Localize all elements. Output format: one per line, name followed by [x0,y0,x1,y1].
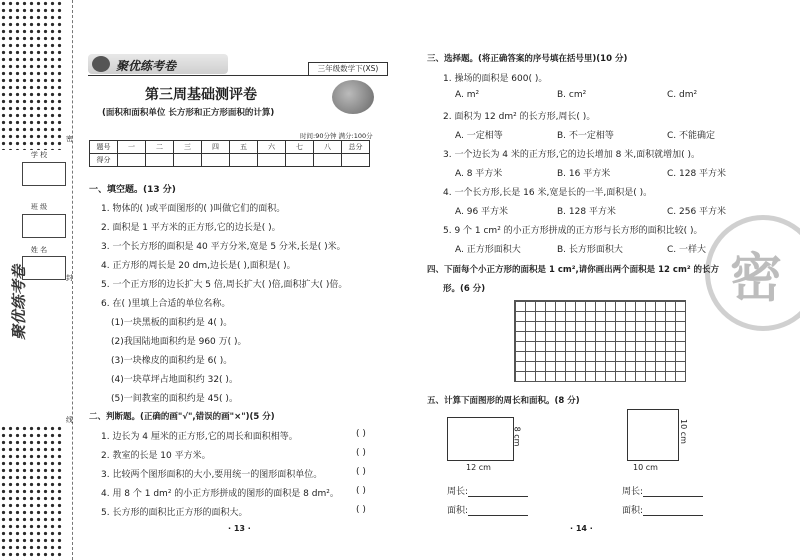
question-1-3: 3. 一个长方形的面积是 40 平方分米,宽是 5 分米,长是( )米。 [101,242,346,252]
margin-mark-mi: 密 [66,135,73,143]
question-1-6-5: (5)一间教室的面积约是 45( )。 [111,394,238,404]
question-1-6-3: (3)一块橡皮的面积约是 6( )。 [111,356,233,366]
sidebar-brand-logo: 聚优练考卷 [10,264,28,340]
judge-1: 1. 边长为 4 厘米的正方形,它的周长和面积相等。 [101,432,298,442]
score-table-header-row [90,141,370,154]
judge-4: 4. 用 8 个 1 dm² 的小正方形拼成的图形的面积是 8 dm²。 [101,489,339,499]
choice-4-option-a[interactable]: A. 96 平方米 [455,207,509,217]
margin-mark-xian: 线 [66,416,73,424]
choice-2-question: 2. 面积为 12 dm² 的长方形,周长( )。 [443,112,596,122]
choice-1-option-c[interactable]: C. dm² [667,90,698,100]
score-cell[interactable] [118,154,146,167]
section-2-title: 二、判断题。(正确的画"√",错误的画"×")(5 分) [89,412,275,422]
score-table-score-row [90,154,370,167]
choice-4-question: 4. 一个长方形,长是 16 米,宽是长的一半,面积是( )。 [443,188,653,198]
judge-5: 5. 长方形的面积比正方形的面积大。 [101,508,248,518]
choice-5-option-a[interactable]: A. 正方形面积大 [455,245,521,255]
rect-area-label: 面积: [447,506,469,516]
rectangle-height-label: 8 cm [512,426,522,447]
square-area-answer[interactable] [643,507,703,516]
score-header-cell: 八 [314,141,342,154]
choice-5-option-b[interactable]: B. 长方形面积大 [557,245,623,255]
square-side-label: 10 cm [633,463,658,472]
score-cell[interactable] [258,154,286,167]
question-1-4: 4. 正方形的周长是 20 dm,边长是( ),面积是( )。 [101,261,296,271]
question-1-6-4: (4)一块草坪占地面积约 32( )。 [111,375,238,385]
section-3-title: 三、选择题。(将正确答案的序号填在括号里)(10 分) [427,54,628,64]
school-field[interactable] [22,162,66,186]
decorative-dot-border-bottom [0,425,64,560]
decorative-dot-border-top [0,0,64,150]
rect-perimeter-answer[interactable] [468,488,528,497]
score-cell[interactable] [230,154,258,167]
square-perimeter-answer[interactable] [643,488,703,497]
choice-2-option-a[interactable]: A. 一定相等 [455,131,503,141]
page-subtitle: (面积和面积单位 长方形和正方形面积的计算) [102,108,275,118]
question-1-1: 1. 物体的( )或平面图形的( )叫做它们的面积。 [101,204,286,214]
rectangle-figure [447,417,514,461]
confidential-stamp-text: 密 [730,249,783,309]
choice-5-option-c[interactable]: C. 一样大 [667,245,707,255]
rect-perimeter-line [447,484,528,497]
score-header-cell: 总分 [342,141,370,154]
square-height-label: 10 cm [678,419,688,444]
score-cell[interactable] [146,154,174,167]
score-header-cell: 六 [258,141,286,154]
score-header-cell: 二 [146,141,174,154]
score-header-cell: 一 [118,141,146,154]
score-cell[interactable] [342,154,370,167]
question-1-5: 5. 一个正方形的边长扩大 5 倍,周长扩大( )倍,面积扩大( )倍。 [101,280,348,290]
square-area-line [622,503,703,516]
judge-2-blank[interactable]: ( ) [356,448,366,458]
score-cell[interactable] [314,154,342,167]
grade-tag: 三年级数学下(XS) [308,62,388,76]
school-label: 学 校 [30,151,48,159]
choice-1-question: 1. 操场的面积是 600( )。 [443,74,548,84]
rect-area-answer[interactable] [468,507,528,516]
question-1-6-1: (1)一块黑板的面积约是 4( )。 [111,318,233,328]
choice-2-option-c[interactable]: C. 不能确定 [667,131,716,141]
name-label: 姓 名 [30,246,48,254]
choice-5-question: 5. 9 个 1 cm² 的小正方形拼成的正方形与长方形的面积比较( )。 [443,226,703,236]
rect-perimeter-label: 周长: [447,487,469,497]
choice-2-option-b[interactable]: B. 不一定相等 [557,131,614,141]
section-5-title: 五、计算下面图形的周长和面积。(8 分) [427,396,580,406]
class-label: 班 级 [30,203,48,211]
cartoon-illustration [332,80,374,114]
score-cell[interactable] [174,154,202,167]
judge-4-blank[interactable]: ( ) [356,486,366,496]
section-4-title-cont: 形。(6 分) [443,284,486,294]
score-header-cell: 五 [230,141,258,154]
globe-icon [92,56,110,72]
question-1-6: 6. 在( )里填上合适的单位名称。 [101,299,231,309]
header-rule [88,75,386,76]
question-1-2: 2. 面积是 1 平方米的正方形,它的边长是( )。 [101,223,281,233]
square-perimeter-line [622,484,703,497]
score-row-label: 得分 [90,154,118,167]
brand-logo: 聚优练考卷 [116,59,177,73]
judge-3-blank[interactable]: ( ) [356,467,366,477]
judge-2: 2. 教室的长是 10 平方米。 [101,451,211,461]
choice-1-option-a[interactable]: A. m² [455,90,480,100]
choice-3-option-a[interactable]: A. 8 平方米 [455,169,503,179]
judge-5-blank[interactable]: ( ) [356,505,366,515]
rect-area-line [447,503,528,516]
choice-4-option-c[interactable]: C. 256 平方米 [667,207,727,217]
class-field[interactable] [22,214,66,238]
score-cell[interactable] [286,154,314,167]
section-1-title: 一、填空题。(13 分) [89,185,176,195]
rectangle-width-label: 12 cm [466,463,491,472]
score-header-cell: 四 [202,141,230,154]
judge-1-blank[interactable]: ( ) [356,429,366,439]
drawing-grid[interactable] [514,300,686,382]
time-info: 时间:90分钟 满分:100分 [300,132,373,140]
choice-4-option-b[interactable]: B. 128 平方米 [557,207,616,217]
section-4-title: 四、下面每个小正方形的面积是 1 cm²,请你画出两个面积是 12 cm² 的长方 [427,265,720,275]
square-perimeter-label: 周长: [622,487,644,497]
page-number-right: · 14 · [570,524,593,533]
choice-3-option-c[interactable]: C. 128 平方米 [667,169,727,179]
square-area-label: 面积: [622,506,644,516]
margin-mark-feng: 封 [66,274,73,282]
page-number-left: · 13 · [228,524,251,533]
score-header-cell: 题号 [90,141,118,154]
score-cell[interactable] [202,154,230,167]
question-1-6-2: (2)我国陆地面积约是 960 万( )。 [111,337,247,347]
choice-3-option-b[interactable]: B. 16 平方米 [557,169,611,179]
score-header-cell: 七 [286,141,314,154]
judge-3: 3. 比较两个图形面积的大小,要用统一的图形面积单位。 [101,470,323,480]
square-figure [627,409,679,461]
score-table [89,140,370,167]
score-header-cell: 三 [174,141,202,154]
choice-3-question: 3. 一个边长为 4 米的正方形,它的边长增加 8 米,面积就增加( )。 [443,150,700,160]
page-title: 第三周基础测评卷 [145,87,257,103]
choice-1-option-b[interactable]: B. cm² [557,90,587,100]
